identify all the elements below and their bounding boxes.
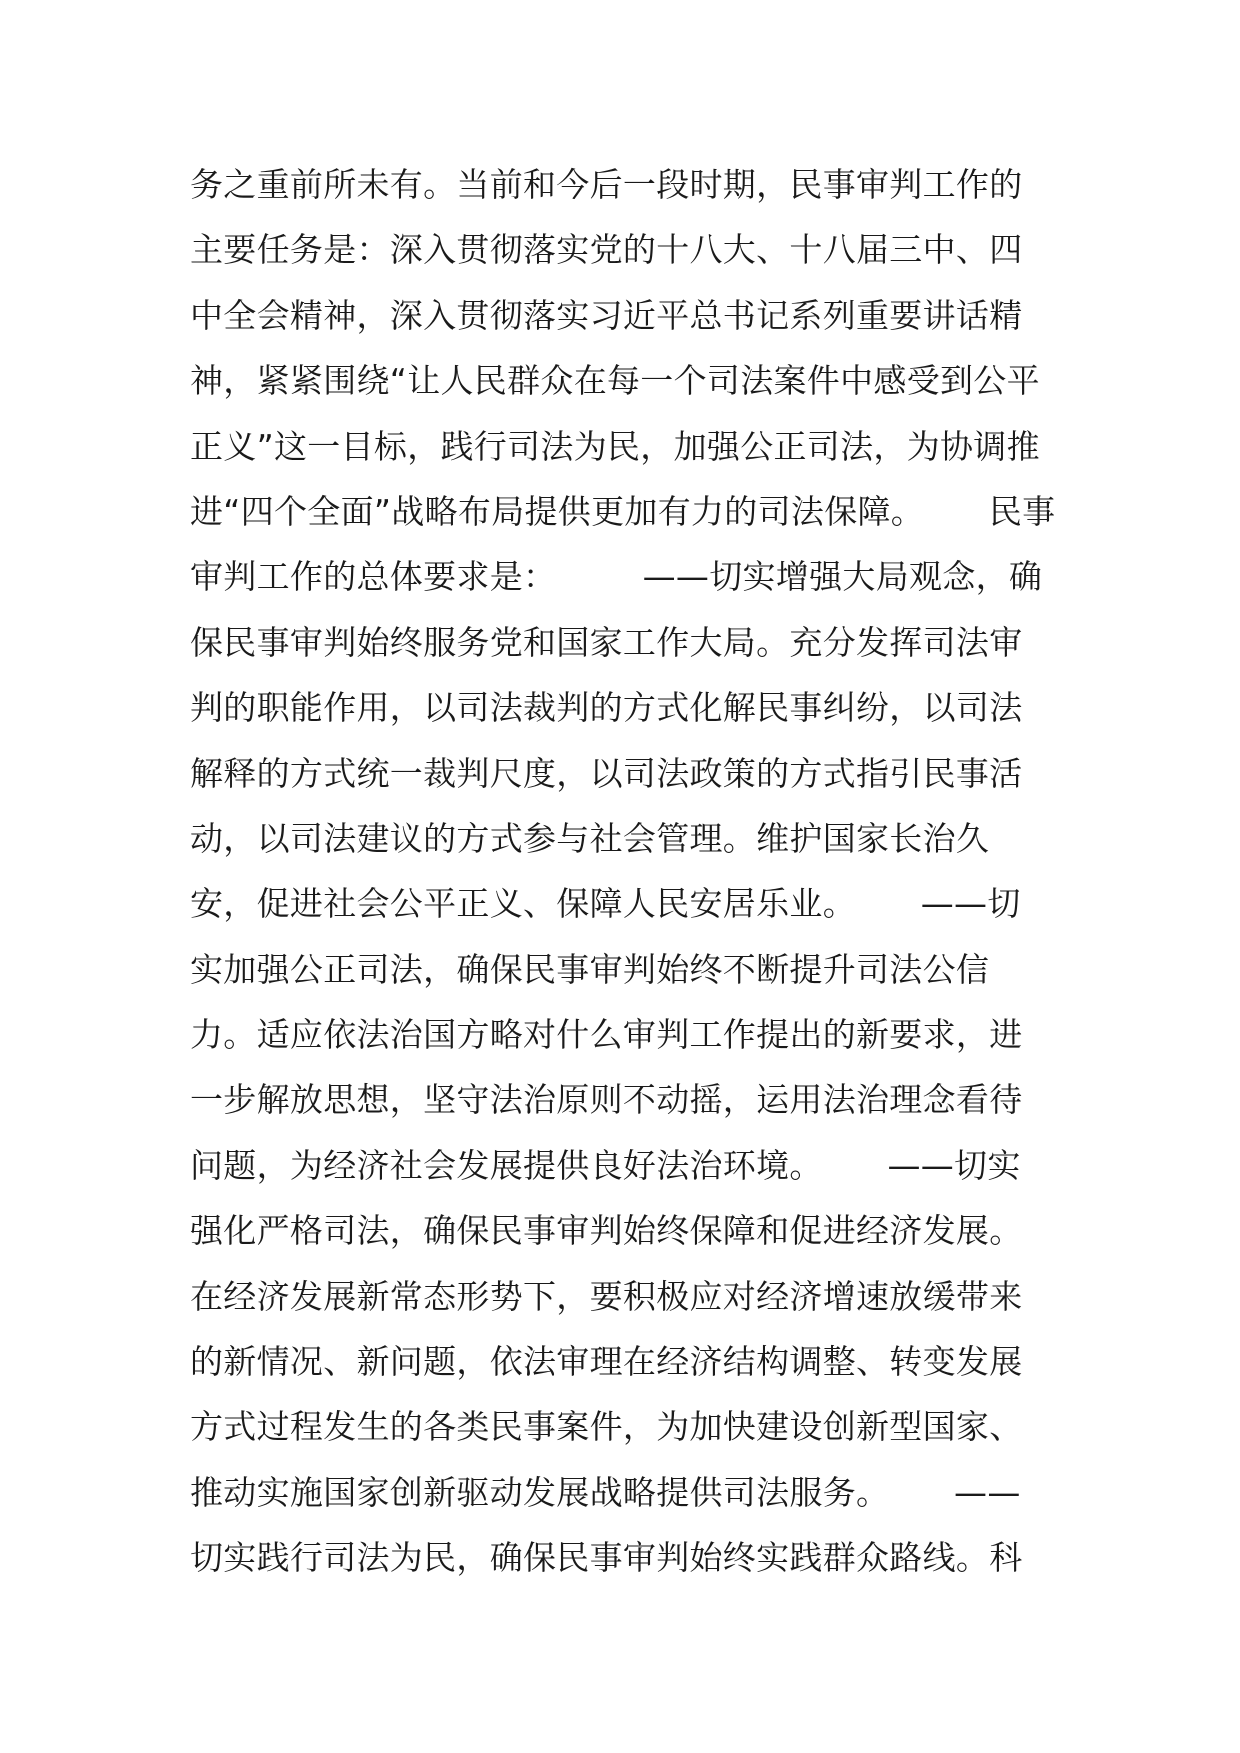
- text-line: 强化严格司法，确保民事审判始终保障和促进经济发展。: [190, 1211, 1023, 1251]
- text-line: 的新情况、新问题，依法审理在经济结构调整、转变发展: [190, 1342, 1023, 1382]
- text-line: 主要任务是：深入贯彻落实党的十八大、十八届三中、四: [190, 230, 1023, 270]
- text-line: 动，以司法建议的方式参与社会管理。维护国家长治久: [190, 818, 990, 858]
- text-line: 审判工作的总体要求是： ——切实增强大局观念，确: [190, 557, 1043, 597]
- text-line: 务之重前所未有。当前和今后一段时期，民事审判工作的: [190, 165, 1023, 204]
- text-line: 切实践行司法为民，确保民事审判始终实践群众路线。科: [190, 1538, 1023, 1578]
- text-line: 进“四个全面”战略布局提供更加有力的司法保障。 民事: [190, 491, 1056, 531]
- text-line: 问题，为经济社会发展提供良好法治环境。 ——切实: [190, 1145, 1021, 1185]
- text-line: 解释的方式统一裁判尺度，以司法政策的方式指引民事活: [190, 753, 1023, 793]
- text-line: 安，促进社会公平正义、保障人民安居乐业。 ——切: [190, 884, 1021, 924]
- text-line: 方式过程发生的各类民事案件，为加快建设创新型国家、: [190, 1407, 1023, 1447]
- body-text: [190, 152, 1070, 1591]
- text-line: 一步解放思想，坚守法治原则不动摇，运用法治理念看待: [190, 1080, 1023, 1120]
- text-line: 保民事审判始终服务党和国家工作大局。充分发挥司法审: [190, 622, 1023, 662]
- text-line: 中全会精神，深入贯彻落实习近平总书记系列重要讲话精: [190, 295, 1023, 335]
- text-line: 实加强公正司法，确保民事审判始终不断提升司法公信: [190, 949, 990, 989]
- text-line: 在经济发展新常态形势下，要积极应对经济增速放缓带来: [190, 1276, 1023, 1316]
- text-line: 推动实施国家创新驱动发展战略提供司法服务。 ——: [190, 1472, 1021, 1512]
- text-line: 判的职能作用，以司法裁判的方式化解民事纠纷，以司法: [190, 688, 1023, 728]
- text-line: 正义”这一目标，践行司法为民，加强公正司法，为协调推: [190, 426, 1040, 466]
- text-line: 神，紧紧围绕“让人民群众在每一个司法案件中感受到公平: [190, 361, 1040, 401]
- text-line: 力。适应依法治国方略对什么审判工作提出的新要求，进: [190, 1015, 1023, 1055]
